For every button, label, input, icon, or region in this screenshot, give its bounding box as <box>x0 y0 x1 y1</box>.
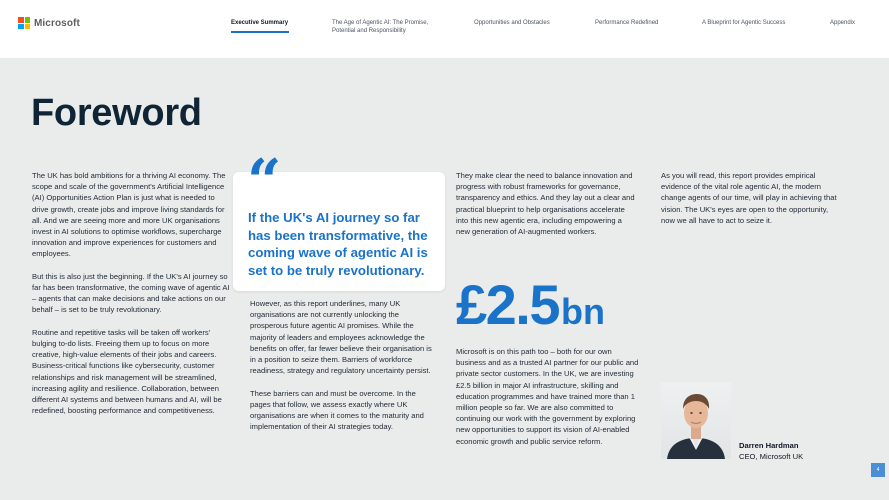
body-column-1 <box>32 170 230 416</box>
pull-quote-text: If the UK's AI journey so far has been transformative, the coming wave of agentic AI is set to be truly revolutionary. <box>248 210 428 278</box>
investment-stat <box>456 272 605 337</box>
portrait-illustration <box>661 382 731 459</box>
body-paragraph: However, as this report underlines, many UK organisations are not currently unlocking the prosperous future agentic AI promises. While the majority of leaders and employees acknowledge the benefits on offer, far fewer believe their organisation is in a position to seize them. Barriers of workforce readiness, strategy and regulatory uncertainty persist. <box>250 299 432 376</box>
microsoft-logo-icon <box>18 17 30 29</box>
logo-square-yellow <box>25 24 31 30</box>
stat-value: £2.5 <box>456 273 559 336</box>
logo-square-blue <box>18 24 24 30</box>
quote-mark-icon: “ <box>247 147 282 217</box>
body-paragraph: But this is also just the beginning. If the UK's AI journey so far has been transformative, the coming wave of agentic AI – agents that can make decisions and take actions on our behalf – is set to be truly revolutionary. <box>32 271 230 315</box>
body-column-2 <box>250 298 432 432</box>
microsoft-logo[interactable] <box>18 17 80 29</box>
nav-tab-appendix[interactable]: Appendix <box>830 20 856 26</box>
nav-tab-blueprint[interactable]: A Blueprint for Agentic Success <box>702 20 786 26</box>
top-navigation-bar <box>0 0 889 58</box>
body-paragraph: Microsoft is on this path too – both for our own business and as a trusted AI partner for our public and private sector customers. In the UK, we are investing £2.5 billion in major AI infrastructure, skilling and education programmes and have trained more than 1 million people so far. We are also committed to continuing our work with the government by exploring new opportunities to support its vision of AI-enabled economic growth and public service reform. <box>456 347 639 446</box>
nav-tab-performance-redefined[interactable]: Performance Redefined <box>595 20 659 26</box>
body-paragraph: The UK has bold ambitions for a thriving AI economy. The scope and scale of the government's Artificial Intelligence (AI) Opportunities Action Plan is just what is needed to drive growth, create jobs and improve living standards for all. And we are seeing more and more UK organisations invest in AI solutions to optimise workflows, supercharge innovation and improve experiences for customers and employees. <box>32 171 226 259</box>
body-column-4 <box>661 170 843 226</box>
signatory-name: Darren Hardman <box>739 441 799 450</box>
body-column-3-bottom <box>456 346 642 447</box>
logo-square-red <box>18 17 24 23</box>
nav-tab-opportunities-obstacles[interactable]: Opportunities and Obstacles <box>474 20 550 26</box>
active-tab-underline <box>231 31 289 33</box>
body-paragraph: These barriers can and must be overcome. In the pages that follow, we assess exactly where UK organisations are when it comes to the maturity and implementation of their AI strategies today. <box>250 388 424 432</box>
nav-tab-executive-summary[interactable]: Executive Summary <box>231 20 289 26</box>
brand-name: Microsoft <box>34 17 80 29</box>
ceo-portrait-photo <box>661 382 731 459</box>
body-paragraph: As you will read, this report provides empirical evidence of the vital role agentic AI, the modern change agents of our time, will play in achieving that vision. The UK's eyes are open to the opportunity, now we all have to act to seize it. <box>661 171 837 225</box>
page-title: Foreword <box>31 92 202 134</box>
body-paragraph: Routine and repetitive tasks will be taken off workers' bulging to-do lists. Freeing them up to focus on more creative, high-value elements of their jobs and careers. Business-critical functions like cybersecurity, customer relationships and risk management will be streamlined, increasing agility and resilience. Collaboration, between different AI systems and between humans and AI, will be redefined, boosting performance and competitiveness. <box>32 327 222 416</box>
nav-tab-age-of-agentic-ai[interactable]: The Age of Agentic AI: The Promise, Potential and Responsibility <box>332 20 429 34</box>
body-column-3-top <box>456 170 636 237</box>
body-paragraph: They make clear the need to balance innovation and progress with robust frameworks for governance, transparency and ethics. And they lay out a clear and practical blueprint to help organisations accelerate into this new agentic era, including empowering a new generation of AI-augmented workers. <box>456 171 635 237</box>
page-number-badge: 4 <box>871 463 885 477</box>
stat-unit: bn <box>561 291 605 332</box>
signatory-role: CEO, Microsoft UK <box>739 452 804 461</box>
logo-square-green <box>25 17 31 23</box>
